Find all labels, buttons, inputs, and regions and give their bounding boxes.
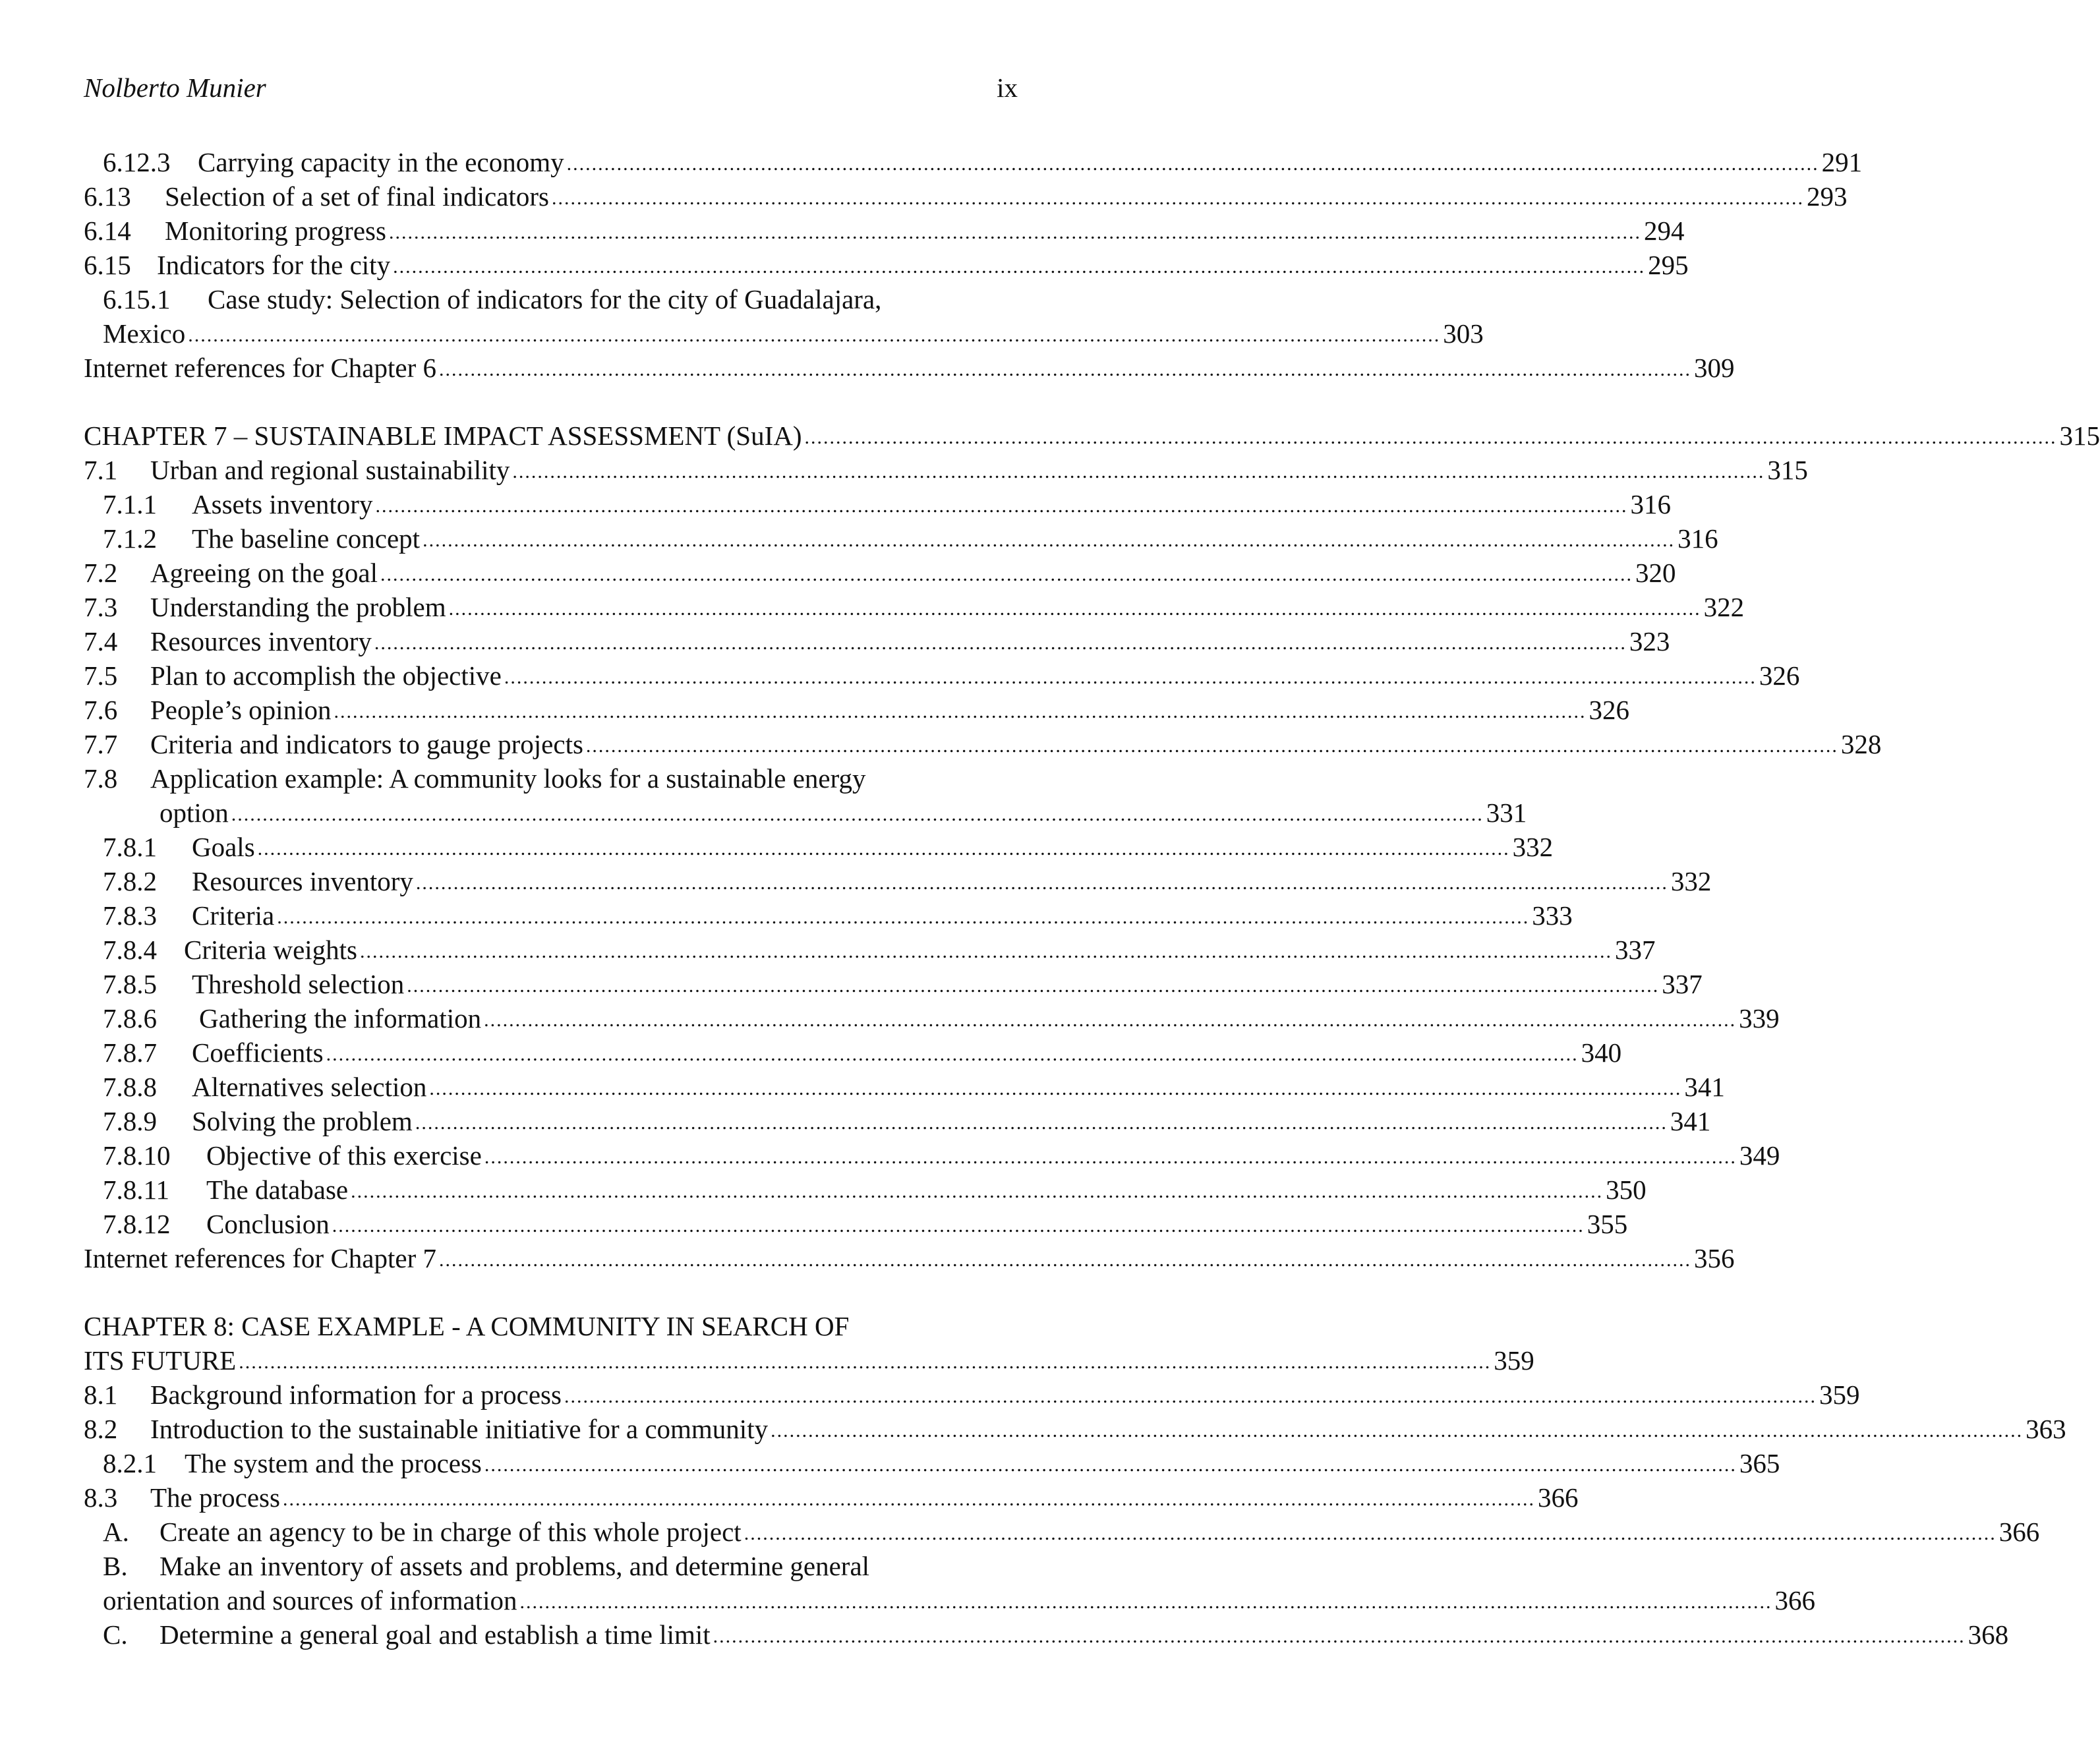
toc-entry-title: Case study: Selection of indicators for the city of Guadalajara, bbox=[208, 284, 882, 314]
toc-entry bbox=[0, 351, 1735, 385]
toc-entry-title: Introduction to the sustainable initiative for a community bbox=[150, 1414, 769, 1444]
toc-entry-page: 333 bbox=[1532, 900, 1573, 931]
dot-leader: ........................................................................................................................................................................................................ bbox=[334, 701, 1587, 722]
dot-leader: ........................................................................................................................................................................................................ bbox=[713, 1625, 1966, 1647]
toc-entry-page: 316 bbox=[1677, 523, 1718, 554]
toc-entry bbox=[0, 1412, 2066, 1446]
toc-entry bbox=[0, 1070, 1725, 1104]
dot-leader: ........................................................................................................................................................................................................ bbox=[566, 153, 1819, 175]
dot-leader: ........................................................................................................................................................................................................ bbox=[438, 1249, 1691, 1271]
toc-entry bbox=[0, 1207, 1628, 1241]
toc-entry-page: 316 bbox=[1630, 489, 1671, 519]
toc-entry-page: 341 bbox=[1670, 1106, 1711, 1136]
dot-leader: ........................................................................................................................................................................................................ bbox=[415, 872, 1668, 894]
toc-entry-number: 7.8.7 bbox=[103, 1037, 157, 1068]
toc-entry-title: Background information for a process bbox=[150, 1380, 562, 1410]
toc-entry bbox=[0, 556, 1676, 590]
toc-entry-title: Resources inventory bbox=[192, 866, 413, 896]
toc-entry-page: 295 bbox=[1648, 250, 1689, 280]
toc-entry-page: 328 bbox=[1840, 729, 1882, 759]
toc-entry-number: 7.7 bbox=[84, 729, 118, 759]
dot-leader: ........................................................................................................................................................................................................ bbox=[484, 1454, 1737, 1476]
toc-entry-page: 339 bbox=[1739, 1003, 1780, 1033]
toc-entry-title: Determine a general goal and establish a time limit bbox=[160, 1619, 711, 1650]
dot-leader: ........................................................................................................................................................................................................ bbox=[407, 975, 1660, 997]
toc-entry-number: 8.1 bbox=[84, 1380, 118, 1410]
toc-entry-page: 355 bbox=[1587, 1209, 1628, 1239]
toc-entry-page: 366 bbox=[1537, 1482, 1579, 1513]
toc-entry-page: 293 bbox=[1806, 181, 1848, 212]
dot-leader: ........................................................................................................................................................................................................ bbox=[484, 1146, 1737, 1168]
toc-entry-number: 6.15.1 bbox=[103, 284, 171, 314]
toc-entry-title: Internet references for Chapter 6 bbox=[84, 353, 436, 383]
toc-entry bbox=[0, 1001, 1780, 1035]
toc-entry-page: 315 bbox=[2059, 421, 2100, 451]
toc-entry-number: 7.4 bbox=[84, 626, 118, 656]
toc-entry-number: 7.3 bbox=[84, 592, 118, 622]
toc-entry-page: 326 bbox=[1759, 660, 1800, 691]
toc-entry bbox=[0, 1617, 2009, 1652]
toc-entry-title: Conclusion bbox=[206, 1209, 330, 1239]
toc-entry-page: 332 bbox=[1512, 832, 1554, 862]
running-head-author: Nolberto Munier bbox=[84, 73, 266, 103]
toc-entry-title: Internet references for Chapter 7 bbox=[84, 1243, 436, 1273]
toc-entry-number: 7.8.2 bbox=[103, 866, 157, 896]
toc-entry bbox=[0, 487, 1671, 521]
toc-entry-title: Monitoring progress bbox=[165, 216, 386, 246]
toc-entry-title: Alternatives selection bbox=[192, 1072, 427, 1102]
toc-entry-page: 350 bbox=[1606, 1175, 1647, 1205]
toc-entry-title: Criteria weights bbox=[184, 935, 358, 965]
toc-entry-page: 294 bbox=[1643, 216, 1685, 246]
dot-leader: ........................................................................................................................................................................................................ bbox=[282, 1488, 1535, 1510]
toc-entry-page: 359 bbox=[1819, 1380, 1860, 1410]
toc-entry bbox=[0, 419, 2100, 453]
toc-entry-title: The system and the process bbox=[185, 1448, 482, 1478]
dot-leader: ........................................................................................................................................................................................................ bbox=[380, 564, 1633, 585]
toc-entry-page: 366 bbox=[1998, 1517, 2040, 1547]
toc-entry bbox=[0, 248, 1689, 282]
dot-leader: ........................................................................................................................................................................................................ bbox=[326, 1043, 1579, 1065]
toc-entry-page: 303 bbox=[1443, 318, 1484, 349]
toc-entry-title: Gathering the information bbox=[199, 1003, 482, 1033]
toc-entry bbox=[0, 1549, 1082, 1583]
toc-entry bbox=[0, 658, 1800, 693]
toc-entry-page: 291 bbox=[1821, 147, 1863, 177]
toc-entry-number: 7.8.3 bbox=[103, 900, 157, 931]
toc-entry-page: 315 bbox=[1767, 455, 1808, 485]
toc-entry bbox=[0, 796, 1527, 830]
dot-leader: ........................................................................................................................................................................................................ bbox=[388, 221, 1641, 243]
toc-entry-title: Urban and regional sustainability bbox=[150, 455, 510, 485]
toc-entry-title: The baseline concept bbox=[192, 523, 421, 554]
toc-entry bbox=[0, 1378, 1860, 1412]
toc-entry-title: CHAPTER 8: CASE EXAMPLE - A COMMUNITY IN SEARCH OF bbox=[84, 1311, 850, 1341]
toc-entry-title: Solving the problem bbox=[192, 1106, 413, 1136]
toc-entry-title: People’s opinion bbox=[150, 695, 332, 725]
dot-leader: ........................................................................................................................................................................................................ bbox=[804, 426, 2057, 448]
dot-leader: ........................................................................................................................................................................................................ bbox=[429, 1078, 1682, 1099]
toc-entry-title: Create an agency to be in charge of this whole project bbox=[160, 1517, 742, 1547]
dot-leader: ........................................................................................................................................................................................................ bbox=[504, 666, 1757, 688]
dot-leader: ........................................................................................................................................................................................................ bbox=[438, 359, 1691, 380]
toc-entry-title: Goals bbox=[192, 832, 255, 862]
dot-leader: ........................................................................................................................................................................................................ bbox=[257, 838, 1510, 859]
dot-leader: ........................................................................................................................................................................................................ bbox=[423, 529, 1676, 551]
toc-entry bbox=[0, 316, 1484, 351]
toc-entry-title: Agreeing on the goal bbox=[150, 558, 378, 588]
toc-entry-number: 8.2 bbox=[84, 1414, 118, 1444]
dot-leader: ........................................................................................................................................................................................................ bbox=[415, 1112, 1668, 1134]
toc-entry-title: Mexico bbox=[103, 318, 186, 349]
toc-entry-title: Criteria bbox=[192, 900, 275, 931]
toc-entry-title: CHAPTER 7 – SUSTAINABLE IMPACT ASSESSMENT (SuIA) bbox=[84, 421, 802, 451]
toc-entry-page: 366 bbox=[1774, 1585, 1815, 1615]
dot-leader: ........................................................................................................................................................................................................ bbox=[393, 256, 1646, 277]
dot-leader: ........................................................................................................................................................................................................ bbox=[551, 187, 1804, 209]
toc-entry bbox=[0, 1035, 1622, 1070]
dot-leader: ........................................................................................................................................................................................................ bbox=[351, 1180, 1604, 1202]
toc-entry-page: 368 bbox=[1968, 1619, 2009, 1650]
toc-entry-number: 7.8.8 bbox=[103, 1072, 157, 1102]
toc-entry-number: 7.1.1 bbox=[103, 489, 157, 519]
dot-leader: ........................................................................................................................................................................................................ bbox=[771, 1420, 2024, 1441]
dot-leader: ........................................................................................................................................................................................................ bbox=[239, 1351, 1492, 1373]
toc-entry bbox=[0, 1480, 1579, 1515]
toc-entry-title: Threshold selection bbox=[192, 969, 405, 999]
toc-entry-title: ITS FUTURE bbox=[84, 1345, 237, 1376]
toc-entry-number: 7.5 bbox=[84, 660, 118, 691]
dot-leader: ........................................................................................................................................................................................................ bbox=[375, 495, 1628, 517]
toc-entry bbox=[0, 590, 1745, 624]
toc-entry bbox=[0, 898, 1573, 933]
toc-entry bbox=[0, 1446, 1780, 1480]
toc-entry bbox=[0, 179, 1848, 214]
toc-entry-number: B. bbox=[103, 1551, 128, 1581]
toc-entry-number: C. bbox=[103, 1619, 128, 1650]
toc-entry-number: 7.8.12 bbox=[103, 1209, 171, 1239]
toc-entry-page: 309 bbox=[1693, 353, 1735, 383]
toc-entry-page: 363 bbox=[2026, 1414, 2066, 1444]
dot-leader: ........................................................................................................................................................................................................ bbox=[448, 598, 1701, 620]
toc-entry bbox=[0, 830, 1554, 864]
toc-entry bbox=[0, 624, 1670, 658]
dot-leader: ........................................................................................................................................................................................................ bbox=[564, 1385, 1817, 1407]
toc-entry-number: 7.8.6 bbox=[103, 1003, 157, 1033]
toc-entry-number: 7.8.5 bbox=[103, 969, 157, 999]
toc-entry-title: orientation and sources of information bbox=[103, 1585, 517, 1615]
toc-entry-title: option bbox=[160, 798, 229, 828]
toc-entry-title: Plan to accomplish the objective bbox=[150, 660, 502, 691]
toc-entry-number: 6.13 bbox=[84, 181, 131, 212]
toc-entry-number: 7.8.10 bbox=[103, 1140, 171, 1171]
dot-leader: ........................................................................................................................................................................................................ bbox=[512, 461, 1765, 482]
toc-entry-number: 6.14 bbox=[84, 216, 131, 246]
dot-leader: ........................................................................................................................................................................................................ bbox=[332, 1215, 1585, 1236]
toc-entry-page: 341 bbox=[1684, 1072, 1725, 1102]
toc-entry-title: Objective of this exercise bbox=[206, 1140, 482, 1171]
toc-entry-page: 340 bbox=[1581, 1037, 1622, 1068]
toc-entry-title: The database bbox=[206, 1175, 349, 1205]
toc-entry-title: Criteria and indicators to gauge projects bbox=[150, 729, 583, 759]
page-number: ix bbox=[997, 73, 1018, 103]
dot-leader: ........................................................................................................................................................................................................ bbox=[484, 1009, 1737, 1031]
toc-entry-title: Assets inventory bbox=[192, 489, 373, 519]
toc-entry-number: A. bbox=[103, 1517, 129, 1547]
toc-entry-title: Application example: A community looks for a sustainable energy bbox=[150, 763, 866, 794]
toc-entry-page: 337 bbox=[1615, 935, 1656, 965]
toc-entry-number: 8.2.1 bbox=[103, 1448, 157, 1478]
toc-entry bbox=[0, 453, 1808, 487]
toc-entry bbox=[0, 933, 1656, 967]
toc-entry-number: 7.1 bbox=[84, 455, 118, 485]
toc-entry bbox=[0, 693, 1629, 727]
toc-entry-title: Carrying capacity in the economy bbox=[198, 147, 564, 177]
toc-entry bbox=[0, 727, 1882, 761]
toc-entry-title: Understanding the problem bbox=[150, 592, 446, 622]
toc-entry-title: Make an inventory of assets and problems, and determine general bbox=[160, 1551, 870, 1581]
toc-entry-title: Resources inventory bbox=[150, 626, 372, 656]
toc-entry-page: 326 bbox=[1589, 695, 1629, 725]
toc-entry bbox=[0, 1173, 1647, 1207]
toc-entry-title: Coefficients bbox=[192, 1037, 324, 1068]
toc-entry bbox=[0, 1583, 1815, 1617]
toc-entry-number: 7.8.4 bbox=[103, 935, 157, 965]
toc-entry-number: 7.6 bbox=[84, 695, 118, 725]
toc-entry-page: 332 bbox=[1670, 866, 1712, 896]
toc-entry-number: 7.8.9 bbox=[103, 1106, 157, 1136]
toc-entry-page: 356 bbox=[1693, 1243, 1735, 1273]
toc-entry-number: 7.8.11 bbox=[103, 1175, 169, 1205]
toc-entry-number: 7.1.2 bbox=[103, 523, 157, 554]
toc-entry-page: 322 bbox=[1703, 592, 1745, 622]
toc-entry-number: 7.8 bbox=[84, 763, 118, 794]
dot-leader: ........................................................................................................................................................................................................ bbox=[188, 324, 1441, 346]
toc-entry-page: 349 bbox=[1739, 1140, 1780, 1171]
toc-entry bbox=[0, 967, 1703, 1001]
toc-entry bbox=[0, 1241, 1735, 1275]
toc-entry-title: The process bbox=[150, 1482, 280, 1513]
toc-entry bbox=[0, 214, 1685, 248]
toc-entry-title: Selection of a set of final indicators bbox=[165, 181, 549, 212]
toc-entry bbox=[0, 1515, 2040, 1549]
toc-entry-page: 331 bbox=[1486, 798, 1527, 828]
dot-leader: ........................................................................................................................................................................................................ bbox=[360, 941, 1613, 962]
toc-entry bbox=[0, 145, 1863, 179]
dot-leader: ........................................................................................................................................................................................................ bbox=[585, 735, 1838, 757]
dot-leader: ........................................................................................................................................................................................................ bbox=[374, 632, 1627, 654]
toc-entry bbox=[0, 1343, 1534, 1378]
dot-leader: ........................................................................................................................................................................................................ bbox=[744, 1523, 1997, 1544]
toc-entry-number: 7.2 bbox=[84, 558, 118, 588]
toc-entry bbox=[0, 1309, 1082, 1343]
toc-entry-number: 8.3 bbox=[84, 1482, 118, 1513]
toc-entry-number: 6.15 bbox=[84, 250, 131, 280]
toc-entry-page: 365 bbox=[1739, 1448, 1780, 1478]
toc-entry bbox=[0, 864, 1712, 898]
toc-entry-page: 359 bbox=[1494, 1345, 1534, 1376]
toc-entry-number: 7.8.1 bbox=[103, 832, 157, 862]
toc-entry-page: 323 bbox=[1629, 626, 1670, 656]
dot-leader: ........................................................................................................................................................................................................ bbox=[231, 803, 1484, 825]
toc-entry bbox=[0, 1104, 1711, 1138]
toc-entry-page: 320 bbox=[1635, 558, 1676, 588]
dot-leader: ........................................................................................................................................................................................................ bbox=[519, 1591, 1772, 1613]
toc-entry-title: Indicators for the city bbox=[157, 250, 391, 280]
toc-entry bbox=[0, 1138, 1780, 1173]
toc-entry-number: 6.12.3 bbox=[103, 147, 171, 177]
toc-entry-page: 337 bbox=[1662, 969, 1703, 999]
toc-entry bbox=[0, 521, 1718, 556]
toc-entry bbox=[0, 761, 1082, 796]
dot-leader: ........................................................................................................................................................................................................ bbox=[277, 906, 1530, 928]
toc-entry bbox=[0, 282, 1082, 316]
page-header bbox=[84, 71, 1018, 104]
